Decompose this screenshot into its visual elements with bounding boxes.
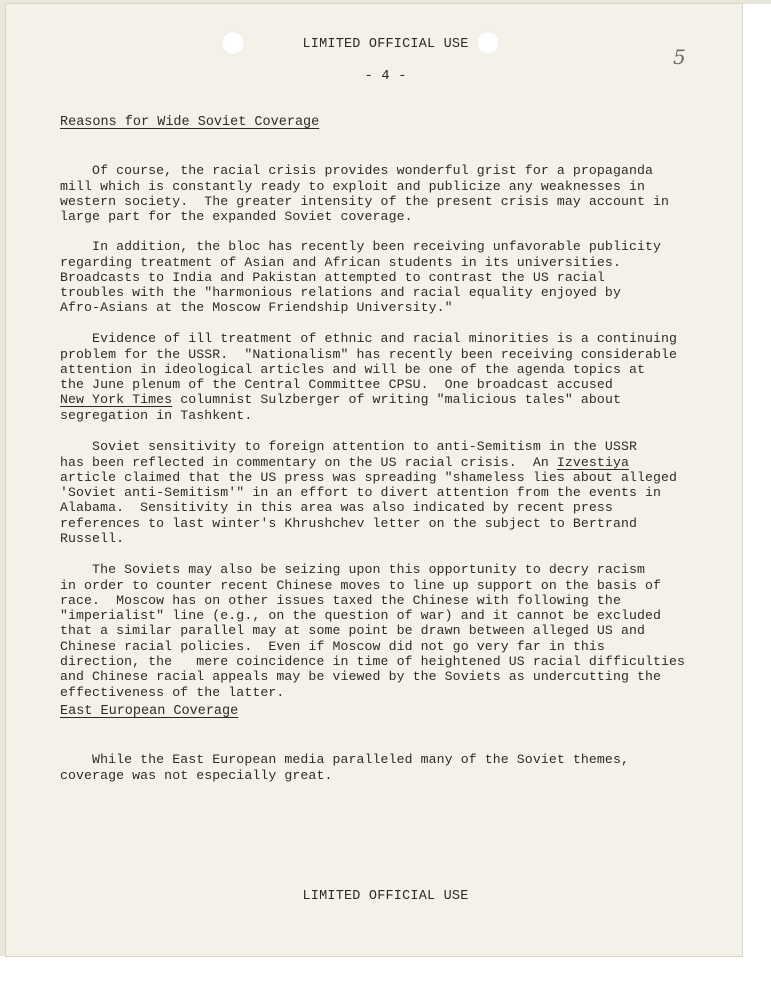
text-line: references to last winter's Khrushchev letter on the subject to Bertrand [60, 515, 637, 531]
text-line: direction, the mere coincidence in time of heightened US racial difficulties [60, 654, 686, 670]
publication-name-underlined: New York Times [60, 392, 173, 408]
paragraph-bloc-publicity [60, 224, 660, 316]
text-line: effectiveness of the latter. [60, 684, 285, 700]
section-heading-reasons: Reasons for Wide Soviet Coverage [60, 115, 320, 130]
text-line: coverage was not especially great. [60, 767, 333, 783]
text-fragment: has been reflected in commentary on the US racial crisis. An [60, 454, 557, 470]
text-line: "imperialist" line (e.g., on the question of war) and it cannot be excluded [60, 608, 662, 624]
text-line [60, 392, 660, 407]
text-line: western society. The greater intensity of the present crisis may account in [60, 193, 670, 209]
page-edge-right [742, 4, 771, 1000]
text-line: troubles with the "harmonious relations and racial equality enjoyed by [60, 285, 621, 301]
text-line: in order to counter recent Chinese moves to line up support on the basis of [60, 577, 662, 593]
text-fragment: columnist Sulzberger of writing "malicious tales" about [172, 392, 621, 408]
text-line: Russell. [60, 531, 125, 547]
paragraph-racial-crisis [60, 148, 670, 225]
text-line: mill which is constantly ready to exploit and publicize any weaknesses in [60, 178, 646, 194]
text-line: article claimed that the US press was spreading "shameless lies about alleged [60, 469, 678, 485]
text-line: Alabama. Sensitivity in this area was also indicated by recent press [60, 500, 613, 516]
text-line: large part for the expanded Soviet coverage. [60, 209, 413, 225]
text-line: Chinese racial policies. Even if Moscow did not go very far in this [60, 638, 605, 654]
paragraph-east-european-media [60, 737, 660, 783]
text-line: Of course, the racial crisis provides wonderful grist for a propaganda [60, 163, 654, 179]
text-line: race. Moscow has on other issues taxed the Chinese with following the [60, 592, 621, 608]
text-line: that a similar parallel may at some point be drawn between alleged US and [60, 623, 646, 639]
publication-name-underlined: Izvestiya [556, 454, 629, 470]
text-line: Afro-Asians at the Moscow Friendship University." [60, 300, 453, 316]
paragraph-chinese-moves [60, 547, 686, 700]
text-line: segregation in Tashkent. [60, 407, 253, 423]
footer-classification: LIMITED OFFICIAL USE [302, 889, 469, 904]
text-line: and Chinese racial appeals may be viewed by the Soviets as undercutting the [60, 669, 662, 685]
text-line: attention in ideological articles and will be one of the agenda topics at [60, 361, 646, 377]
text-line [60, 455, 660, 470]
text-line: Broadcasts to India and Pakistan attempted to contrast the US racial [60, 269, 605, 285]
text-line: The Soviets may also be seizing upon this opportunity to decry racism [60, 562, 646, 578]
text-line: problem for the USSR. "Nationalism" has recently been receiving considerable [60, 346, 678, 362]
text-line: While the East European media paralleled many of the Soviet themes, [60, 752, 629, 768]
paragraph-anti-semitism [60, 424, 678, 547]
text-line: the June plenum of the Central Committee CPSU. One broadcast accused [60, 377, 613, 393]
text-line: Evidence of ill treatment of ethnic and racial minorities is a continuing [60, 331, 678, 347]
text-line: In addition, the bloc has recently been receiving unfavorable publicity [60, 239, 662, 255]
section-heading-east-european: East European Coverage [60, 704, 239, 719]
page-edge-bottom [0, 956, 771, 1000]
text-line: Soviet sensitivity to foreign attention to anti-Semitism in the USSR [60, 439, 637, 455]
text-line: 'Soviet anti-Semitism'" in an effort to divert attention from the events in [60, 485, 662, 501]
header-classification: LIMITED OFFICIAL USE [302, 37, 469, 52]
page-number: - 4 - [364, 68, 407, 84]
text-line: regarding treatment of Asian and African students in its universities. [60, 254, 621, 270]
handwritten-page-mark: 5 [673, 45, 686, 69]
paragraph-ethnic-minorities [60, 316, 678, 423]
